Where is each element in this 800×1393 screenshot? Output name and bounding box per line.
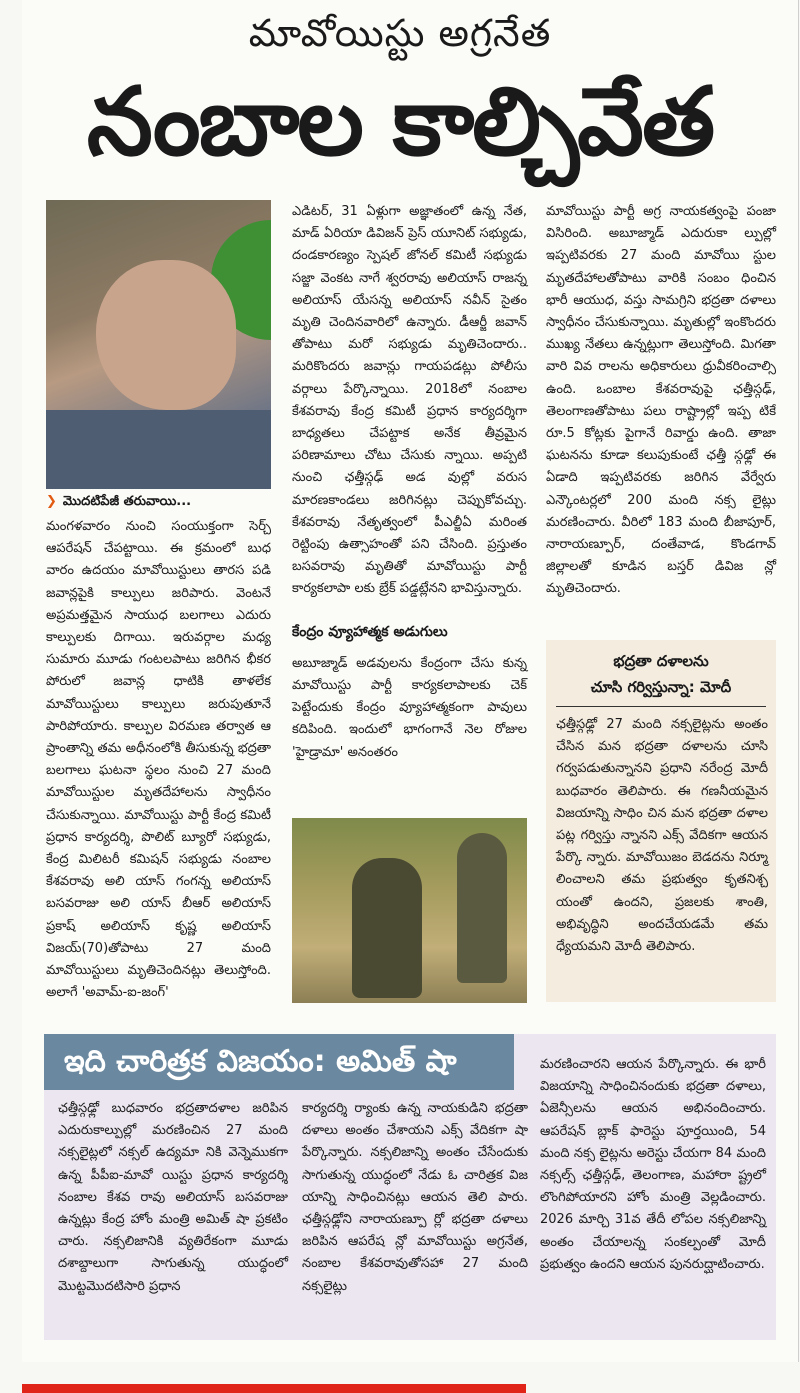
modi-title-line-1: భద్రతా దళాలను — [613, 652, 709, 670]
headline-main: నంబాల కాల్చివేత — [86, 68, 714, 177]
article-column-1 — [46, 516, 271, 1004]
column-1-text: మంగళవారం నుంచి సంయుక్తంగా సెర్చ్ ఆపరేషన్ చేపట్టాయి. ఈ క్రమంలో బుధ వారం ఉదయం మావోయిస్టులు తారస పడి జవాన్లపైకి కాల్పులు జరిపారు. వెంటనే అప్రమత్తమైన సాయుధ బలగాలు ఎదురు కాల్పులకు దిగాయి. ఇరువర్గాల మధ్య సుమారు మూడు గంటలపాటు జరిగిన భీకర పోరులో జవాన్ల ధాటికి తాళలేక మావోయిస్టులు కాల్పులు జరుపుతూనే పారిపోయారు. కాల్పుల విరమణ తర్వాత ఆ ప్రాంతాన్ని తమ అధీనంలోకి తీసుకున్న భద్రతా బలగాలు ఘటనా స్థలం నుంచి 27 మంది మావోయిస్టుల మృతదేహాలను స్వాధీనం చేసుకున్నాయి. మావోయిస్టు పార్టీ కేంద్ర కమిటీ ప్రధాన కార్యదర్శి, పొలిట్ బ్యూరో సభ్యుడు, కేంద్ర మిలిటరీ కమిషన్ సభ్యుడు నంబాల కేశవరావు అలి యాస్ గంగన్న అలియాస్ బసవరాజు అలి యాస్ బీఆర్ అలియాస్ ప్రకాష్ అలియాస్ కృష్ణ అలియాస్ విజయ్(70)తోపాటు 27 మంది మావోయిస్టులు మృతిచెందినట్లు తెలుస్తోంది. అలాగే 'అవామ్-ఐ-జంగ్' — [46, 519, 271, 1001]
modi-box — [546, 640, 776, 1002]
continued-text: మొదటిపేజీ తరువాయి... — [62, 494, 192, 509]
shah-column-3 — [540, 1054, 766, 1276]
modi-box-title — [546, 648, 776, 700]
modi-divider — [556, 706, 766, 707]
shah-column-1-text: ఛత్తీస్గఢ్లో బుధవారం భద్రతాదళాల జరిపిన ఎదురుకాల్పుల్లో మరణించిన 27 మంది నక్సలైట్లలో నక్సల్ ఉద్యమా నికి వెన్నెముకగా ఉన్న పీపీఐ-మావో యిస్టు ప్రధాన కార్యదర్శి నంబాల కేశవ రావు అలియాస్ బసవరాజు ఉన్నట్లు కేంద్ర హోం మంత్రి అమిత్ షా ప్రకటిం చారు. నక్సలిజానికి వ్యతిరేకంగా మూడు దశాబ్దాలుగా సాగుతున్న యుద్ధంలో మొట్టమొదటిసారి ప్రధాన — [58, 1101, 288, 1294]
leader-photo — [46, 200, 271, 489]
column-2-text: ఎడిటర్, 31 ఏళ్లుగా అజ్ఞాతంలో ఉన్న నేత, మాడ్ ఏరియా డివిజన్ ప్రెస్ యూనిట్ సభ్యుడు, దండకారణ్యం స్పెషల్ జోనల్ కమిటీ సభ్యుడు సజ్జా వెంకట నాగే శ్వరరావు అలియాస్ రాజన్న అలియాస్ యేసన్న అలియాస్ నవీన్ సైతం మృతి చెందినవారిలో ఉన్నారు. డీఆర్జీ జవాన్ తోపాటు మరో సభ్యుడు మృతిచెందారు.. మరికొందరు జవాన్లు గాయపడట్లు పోలీసు వర్గాలు పేర్కొన్నాయి. 2018లో నంబాల కేశవరావు కేంద్ర కమిటీ ప్రధాన కార్యదర్శిగా బాధ్యతలు చేపట్టాక అనేక తీవ్రమైన పరిణామాలు చోటు చేసుకు న్నాయి. అప్పటి నుంచి ఛత్తీస్గఢ్ అడ వుల్లో వరుస మారణకాండలు జరిగినట్లు చెప్పుకోవచ్చు. కేశవరావు నేతృత్వంలో పీఎల్జీఏ మరింత రెట్టింపు ఉత్సాహంతో పని చేసింది. ప్రస్తుతం బసవరావు మృతితో మావోయిస్టు పార్టీ కార్యకలాపా లకు బ్రేక్ పడ్డట్లేనని భావిస్తున్నారు. — [292, 204, 527, 597]
continued-label — [46, 494, 191, 512]
article-column-2 — [292, 201, 527, 764]
modi-box-body — [556, 714, 768, 958]
soldiers-photo — [292, 818, 527, 1003]
column-3-text: మావోయిస్టు పార్టీ అగ్ర నాయకత్వంపై పంజా విసిరింది. అబూజ్మాడ్ ఎదురుకా ల్పుల్లో ఇప్పటివరకు 27 మంది మావోయి స్టుల మృతదేహాలతోపాటు వారికి సంబం ధించిన భారీ ఆయుధ, వస్తు సామగ్రిని భద్రతా దళాలు స్వాధీనం చేసుకున్నాయి. మృతుల్లో ఇంకొందరు ముఖ్య నేతలు ఉన్నట్లుగా తెలుస్తోంది. మిగతా వారి వివ రాలను అధికారులు ధ్రువీకరించాల్సి ఉంది. ఒంబాల కేశవరావుపై ఛత్తీస్గఢ్, తెలంగాణతోపాటు పలు రాష్ట్రాల్లో ఇప్ప టికే రూ.5 కోట్లకు పైగానే రివార్డు ఉంది. తాజా ఘటనను కూడా కలుపుకుంటే ఛత్తీ స్గఢ్లో ఈ ఏడాది ఇప్పటివరకు జరిగిన వేర్వేరు ఎన్కౌంటర్లలో 200 మంది నక్స లైట్లు మరణించారు. వీరిలో 183 మంది బీజాపూర్, నారాయణ్పూర్, దంతేవాడ, కొండగావ్ జిల్లాలతో కూడిన బస్తర్ డివిజ న్లో మృతిచెందారు. — [546, 204, 776, 597]
next-article-bar — [22, 1384, 526, 1393]
amit-shah-title: ఇది చారిత్రక విజయం: అమిత్ షా — [44, 1034, 514, 1090]
shah-column-2 — [302, 1098, 528, 1298]
shah-column-1 — [58, 1098, 288, 1298]
amit-shah-box — [44, 1034, 776, 1340]
shah-column-3-text: మరణించారని ఆయన పేర్కొన్నారు. ఈ భారీ విజయాన్ని సాధించినందుకు భద్రతా దళాలు, ఏజెన్సీలను ఆయన అభినందించారు. ఆపరేషన్ బ్లాక్ ఫారెస్టు పూర్తయింది, 54 మంది నక్స లైట్లను అరెస్టు చేయగా 84 మంది నక్సల్స్ ఛత్తీస్గఢ్, తెలంగాణ, మహారా ష్ట్రలో లొంగిపోయారని హోం మంత్రి వెల్లడించారు. 2026 మార్చి 31వ తేదీ లోపల నక్సలిజాన్ని అంతం చేయాలన్న సంకల్పంతో మోదీ ప్రభుత్వం ఉందని ఆయన పునరుద్ఘాటించారు. — [540, 1057, 766, 1272]
article-column-3 — [546, 201, 776, 601]
photo-shirt — [46, 410, 271, 489]
photo-face — [96, 260, 236, 410]
shah-column-2-text: కార్యదర్శి ర్యాంకు ఉన్న నాయకుడిని భద్రతా దళాలు అంతం చేశాయని ఎక్స్ వేదికగా షా పేర్కొన్నారు. నక్సలిజాన్ని అంతం చేసేందుకు సాగుతున్న యుద్ధంలో నేడు ఓ చారిత్రక విజ యాన్ని సాధించినట్లు ఆయన తెలి పారు. ఛత్తీస్గఢ్లోని నారాయణ్పూ ర్లో భద్రతా దళాలు జరిపిన ఆపరేష న్లో మావోయిస్టు అగ్రనేత, నంబాల కేశవరావుతోసహా 27 మంది నక్సలైట్లు — [302, 1101, 528, 1294]
photo-soldier-1 — [352, 858, 422, 998]
column-2-subhead: కేంద్రం వ్యూహాత్మక అడుగులు — [292, 623, 448, 640]
modi-title-line-2: చూసి గర్విస్తున్నా: మోదీ — [590, 678, 732, 696]
arrow-icon: ❯ — [46, 494, 57, 509]
column-2-text-2: అబూజ్మాడ్ అడవులను కేంద్రంగా చేసు కున్న మావోయిస్టు పార్టీ కార్యకలాపాలకు చెక్ పెట్టేందుకు కేంద్రం వ్యూహాత్మకంగా పావులు కదిపింది. ఇందులో భాగంగానే నెల రోజుల 'హైడ్రామా' అనంతరం — [292, 655, 527, 760]
photo-soldier-2 — [457, 833, 507, 983]
modi-box-text: ఛత్తీస్గఢ్లో 27 మంది నక్సలైట్లను అంతం చేసిన మన భద్రతా దళాలను చూసి గర్వపడుతున్నానని ప్రధాని నరేంద్ర మోదీ బుధవారం తెలిపారు. ఈ గణనీయమైన విజయాన్ని సాధిం చిన మన భద్రతా దళాల పట్ల గర్విస్తు న్నానని ఎక్స్ వేదికగా ఆయన పేర్కొ న్నారు. మావోయిజం బెడదను నిర్మూ లించాలని తమ ప్రభుత్వం కృతనిశ్చ యంతో ఉందని, ప్రజలకు శాంతి, అభివృద్ధిని అందచేయడమే తమ ధ్యేయమని మోదీ తెలిపారు. — [556, 717, 768, 955]
headline-kicker: మావోయిస్టు అగ్రనేత — [248, 11, 552, 55]
